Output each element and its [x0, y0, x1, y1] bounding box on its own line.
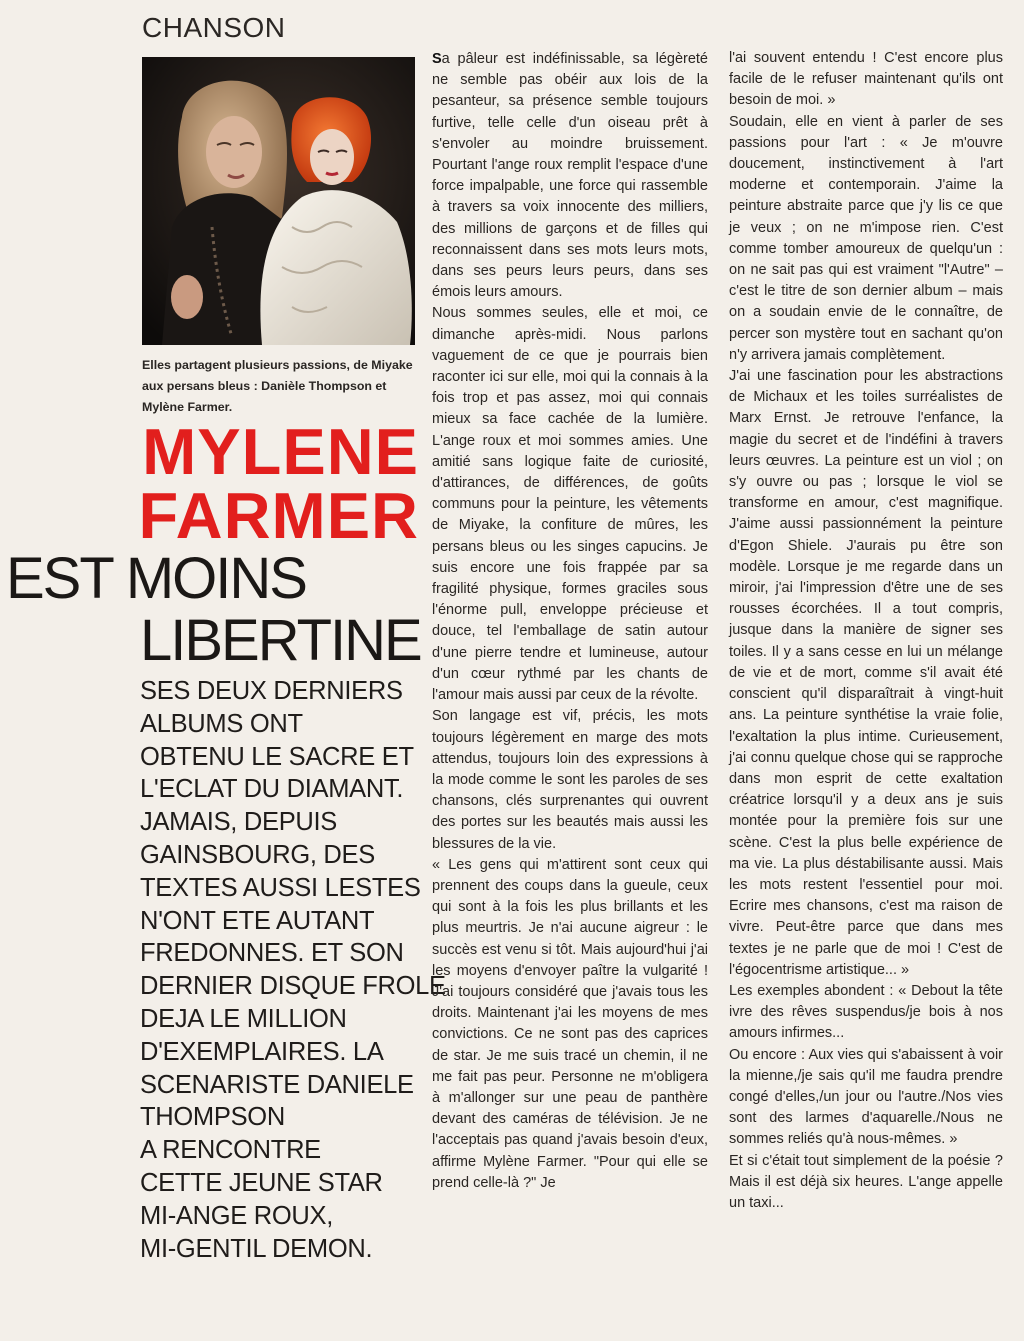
intro-line: CETTE JEUNE STAR	[140, 1168, 383, 1197]
intro-line: SES DEUX DERNIERS	[140, 677, 403, 705]
intro-line: N'ONT ETE AUTANT	[140, 906, 375, 935]
intro-line: GAINSBOURG, DES	[140, 840, 375, 869]
body-column-1	[432, 49, 708, 1194]
photo	[142, 57, 415, 345]
drop-letter: S	[432, 51, 442, 67]
body-column-2	[729, 50, 1003, 1214]
subheadline	[6, 546, 421, 673]
portrait-illustration	[142, 57, 415, 345]
intro-line: DERNIER DISQUE FROLE	[140, 972, 446, 1001]
photo-caption: Elles partagent plusieurs passions, de Miyake aux persans bleus : Danièle Thompson et Mylène Farmer.	[142, 358, 413, 414]
intro-line: MI-ANGE ROUX,	[140, 1201, 334, 1230]
body-paragraph: Son langage est vif, précis, les mots toujours légèrement en marge des mots attendus, toujours loin des expressions à la mode comme le sont les paroles de ses chansons, clés surprenantes qui ouvrent des portes sur les beautés mais aussi les blessures de la vie.	[432, 708, 708, 852]
intro-line: DEJA LE MILLION	[140, 1004, 347, 1033]
subheadline-line-2: LIBERTINE	[140, 608, 421, 673]
headline	[14, 415, 419, 552]
body-paragraph: Les exemples abondent : « Debout la tête ivre des rêves suspendus/je bois à nos amours infirmes...	[729, 982, 1003, 1042]
intro-line: TEXTES AUSSI LESTES	[140, 873, 421, 902]
intro-deck	[140, 675, 446, 1265]
body-paragraph: « Les gens qui m'attirent sont ceux qui prennent des coups dans la gueule, ceux qui sont à la fois les plus brillants et les plus meurtris. Je n'ai aucune aigreur : le succès est venu si tôt. Mais aujourd'hui j'ai les moyens d'envoyer paître la vulgarité ! J'ai toujours considéré que j'avais tous les droits. Maintenant j'ai les moyens de mes convictions. Ce ne sont pas des caprices de star. Je me suis tracé un chemin, il ne me fait pas peur. Personne ne m'obligera à m'allonger sur une peau de panthère devant des caméras de télévision. Je ne l'acceptais pas quand j'avais besoin d'eux, affirme Mylène Farmer. "Pour qui elle se prend celle-là ?" Je	[432, 856, 708, 1191]
intro-line: OBTENU LE SACRE ET	[140, 742, 414, 771]
intro-line: FREDONNES. ET SON	[140, 939, 404, 968]
subheadline-line-1: EST MOINS	[6, 546, 306, 611]
body-paragraph: l'ai souvent entendu ! C'est encore plus facile de le refuser maintenant qu'ils ont besoin de moi. »	[729, 50, 1003, 109]
headline-line-1: MYLENE	[142, 415, 419, 488]
body-paragraph: Sa pâleur est indéfinissable, sa légèreté ne semble pas obéir aux lois de la pesanteur, sa présence semble toujours furtive, telle celle d'un oiseau prêt à s'envoler au moindre bruissement. Pourtant l'ange roux remplit l'espace d'une force impalpable, une force qui rassemble à travers sa voix innocente des milliers, des millions de garçons et de filles qui reconnaissent dans ses mots leurs mots, dans ses peurs leurs peurs, dans ses émois leurs amours.	[432, 51, 708, 301]
intro-line: THOMPSON	[140, 1103, 285, 1132]
body-paragraph: Et si c'était tout simplement de la poésie ? Mais il est déjà six heures. L'ange appelle un taxi...	[729, 1152, 1003, 1211]
intro-line: JAMAIS, DEPUIS	[140, 808, 338, 837]
intro-line: L'ECLAT DU DIAMANT.	[140, 775, 404, 804]
section-rubric: CHANSON	[142, 12, 286, 43]
intro-line: A RENCONTRE	[140, 1136, 321, 1165]
body-paragraph: Nous sommes seules, elle et moi, ce dimanche après-midi. Nous parlons vaguement de ce que je pourrais bien raconter ici sur elle, moi qui la connais à la fois trop et pas assez, moi qui connais mieux sa face cachée de la lumière. L'ange roux et moi sommes amies. Une amitié sans logique faite de curiosité, d'attirances, de différences, de goûts communs pour la peinture, les vêtements de Miyake, la confiture de mûres, les persans bleus ou les singes capucins. Je suis encore une fois frappée par sa fragilité physique, formes graciles sous l'énorme pull, enveloppe précieuse et douce, tel l'emballage de satin autour d'une pierre tendre et lumineuse, autour d'un cœur rythmé par les chants de l'amour mais aussi par ceux de la révolte.	[432, 305, 708, 704]
headline-line-2: FARMER	[138, 479, 419, 552]
body-paragraph: Soudain, elle en vient à parler de ses passions pour l'art : « Je m'ouvre doucement, instinctivement à l'art moderne et contemporain. J'aime la peinture abstraite parce que j'y lis ce que je veux ; on ne m'impose rien. C'est comme tomber amoureux de quelqu'un : on ne sait pas qui est vraiment "l'Autre" – c'est le titre de son dernier album – mais on a soudain envie de le connaître, de percer son mystère tout en sachant qu'on n'y arrivera jamais complètement.	[729, 113, 1003, 363]
body-paragraph: Ou encore : Aux vies qui s'abaissent à voir la mienne,/je sais qu'il me faudra prendre congé d'elles,/un jour ou l'autre./Nos vies sont des larmes d'aquarelle./Nous ne sommes reliés qu'à nous-mêmes. »	[729, 1046, 1003, 1148]
body-paragraph: J'ai une fascination pour les abstractions de Michaux et les toiles surréalistes de Marx Ernst. Je retrouve l'enfance, la magie du secret et de l'indéfini à travers leurs œuvres. La peinture est un viol ; on s'y ouvre ou pas ; lorsque le viol se transforme en amour, c'est magnifique. J'aime aussi passionnément la peinture d'Egon Shiele. J'aurais pu être son modèle. Lorsque je me regarde dans un miroir, j'ai l'impression d'être une de ses rousses écorchées. Il a tout compris, jusque dans la manière de signer ses toiles. Il y a sans cesse en lui un mélange de vie et de mort, comme s'il avait été conscient qu'il disparaîtrait à vingt-huit ans. La peinture synthétise la vraie folie, l'exaltation la plus intime. Curieusement, j'ai connu quelque chose qui se rapproche dans mon esprit de cette exaltation créatrice lorsqu'il y a deux ans je suis montée pour la première fois sur une scène. C'est la plus belle expérience de ma vie. La plus déstabilisante aussi. Mais les mots restent l'essentiel pour moi. Ecrire mes chansons, c'est ma raison de vivre. Peut-être parce que dans mes textes je ne parle que de moi ! C'est de l'égocentrisme artistique... »	[729, 368, 1003, 978]
intro-line: ALBUMS ONT	[140, 709, 303, 738]
intro-line: MI-GENTIL DEMON.	[140, 1234, 373, 1263]
intro-line: SCENARISTE DANIELE	[140, 1070, 414, 1099]
intro-line: D'EXEMPLAIRES. LA	[140, 1037, 384, 1066]
